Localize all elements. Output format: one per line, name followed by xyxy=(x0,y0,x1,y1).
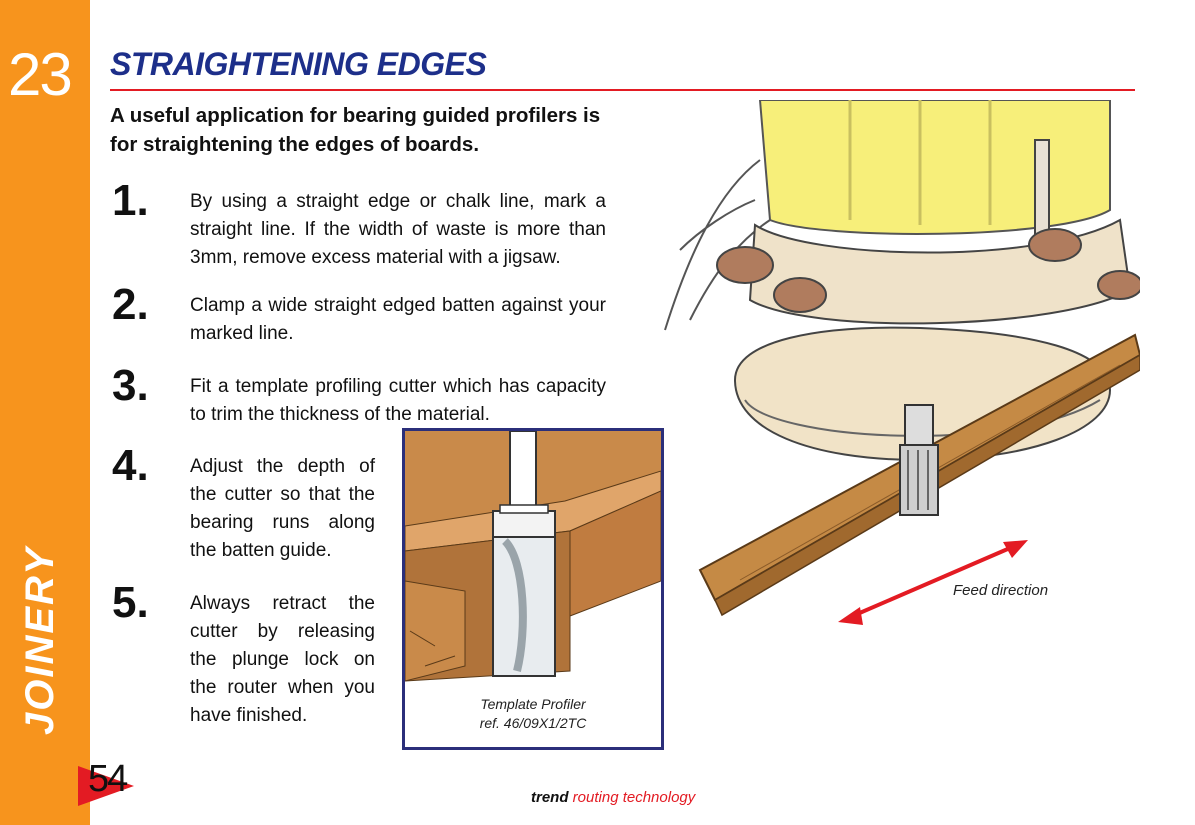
step-number: 2. xyxy=(112,280,149,329)
page-title: STRAIGHTENING EDGES xyxy=(110,46,487,82)
footer-tagline: routing technology xyxy=(572,789,696,806)
page-number: 54 xyxy=(88,758,127,800)
footer-brand: trend xyxy=(531,789,569,806)
feed-direction-label: Feed direction xyxy=(953,582,1049,599)
inset-caption-line1: Template Profiler xyxy=(480,696,586,712)
step-text: Clamp a wide straight edged batten against your marked line. xyxy=(190,295,606,344)
section-name: JOINERY xyxy=(18,546,62,735)
step-number: 5. xyxy=(112,578,149,627)
step-number: 3. xyxy=(112,361,149,410)
step-text: Adjust the depth of the cutter so that the bearing runs along the batten guide. xyxy=(190,456,375,561)
step-text: Fit a template profiling cutter which has capacity to trim the thickness of the material. xyxy=(190,376,606,425)
step-text: By using a straight edge or chalk line, mark a straight line. If the width of waste is more than 3mm, remove excess material with a jigsaw. xyxy=(190,191,606,268)
step-number: 4. xyxy=(112,441,149,490)
inset-caption-line2: ref. 46/09X1/2TC xyxy=(479,715,587,731)
footer xyxy=(531,789,695,806)
intro-text: A useful application for bearing guided profilers is for straightening the edges of boards. xyxy=(110,104,601,156)
step-number: 1. xyxy=(112,176,149,225)
step-text: Always retract the cutter by releasing the plunge lock on the router when you have finished. xyxy=(190,593,375,726)
section-sidebar xyxy=(0,0,90,825)
section-number: 23 xyxy=(8,41,71,108)
router-illustration xyxy=(660,100,1140,630)
cutter-inset xyxy=(402,428,664,750)
title-divider xyxy=(110,89,1135,91)
